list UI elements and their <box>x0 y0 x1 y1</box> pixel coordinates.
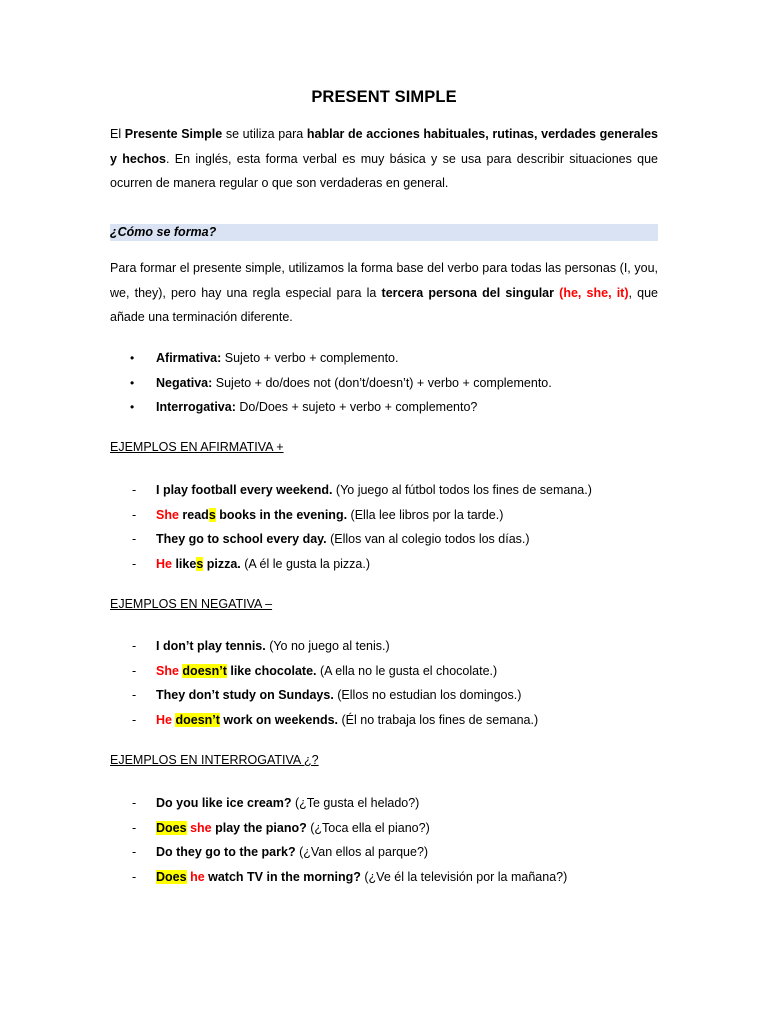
dash-icon: - <box>132 556 137 571</box>
list-item <box>110 659 538 684</box>
dash-icon: - <box>132 796 137 810</box>
interrogative-list <box>110 791 567 889</box>
list-item <box>110 503 592 528</box>
affirmative-heading: EJEMPLOS EN AFIRMATIVA + <box>110 440 284 454</box>
example-subject: He <box>156 712 172 727</box>
intro-bold-2: hablar de acciones habituales, rutinas, verdades generales y hechos <box>110 127 659 166</box>
dash-icon: - <box>132 507 137 522</box>
bullet-icon: • <box>130 400 135 415</box>
list-item <box>110 791 567 816</box>
example-subject: He <box>156 556 172 571</box>
dash-icon: - <box>132 712 137 727</box>
negative-heading: EJEMPLOS EN NEGATIVA – <box>110 597 273 611</box>
list-item <box>110 708 538 733</box>
example-translation: (Él no trabaja los fines de semana.) <box>338 712 539 727</box>
form-text: Sujeto + do/does not (don’t/doesn’t) + verbo + complemento. <box>212 375 552 390</box>
example-highlight: doesn’t <box>175 712 220 727</box>
dash-icon: - <box>132 820 137 835</box>
example-translation: (¿Ve él la televisión por la mañana?) <box>360 869 568 884</box>
dash-icon: - <box>132 663 137 678</box>
section-heading: ¿Cómo se forma? <box>110 224 658 241</box>
affirmative-list <box>110 478 592 576</box>
dash-icon: - <box>132 483 137 497</box>
form-text: Sujeto + verbo + complemento. <box>221 351 399 365</box>
example-translation: (Yo no juego al tenis.) <box>265 639 390 653</box>
example-english: pizza. <box>203 556 241 571</box>
example-highlight: Does <box>156 820 187 835</box>
formation-paragraph <box>110 256 658 330</box>
list-item <box>110 683 538 708</box>
formation-text-2: , que añade una terminación diferente. <box>110 285 658 324</box>
example-english: watch TV in the morning? <box>204 869 361 884</box>
dash-icon: - <box>132 688 137 703</box>
list-item <box>110 552 592 577</box>
form-text: Do/Does + sujeto + verbo + complemento? <box>235 400 478 415</box>
example-highlight: s <box>196 556 204 571</box>
list-item <box>110 346 552 371</box>
example-translation: (¿Van ellos al parque?) <box>295 845 429 860</box>
list-item <box>110 395 552 420</box>
intro-text-1: El <box>110 127 125 141</box>
page-title: PRESENT SIMPLE <box>311 88 457 106</box>
example-english: like <box>171 556 197 571</box>
example-subject: She <box>156 663 179 678</box>
form-label: Afirmativa: <box>156 351 222 365</box>
form-label: Negativa: <box>156 375 213 390</box>
example-english: I don’t play tennis. <box>156 639 266 653</box>
list-item <box>110 371 552 396</box>
formation-bold: tercera persona del singular <box>381 285 554 300</box>
intro-bold-1: Presente Simple <box>124 127 223 141</box>
example-english: play the piano? <box>211 820 307 835</box>
bullet-icon: • <box>130 351 135 365</box>
dash-icon: - <box>132 845 137 860</box>
example-highlight: doesn’t <box>182 663 227 678</box>
example-english: read <box>178 507 209 522</box>
example-english: I play football every weekend. <box>156 483 333 497</box>
forms-list <box>110 346 552 420</box>
example-translation: (¿Te gusta el helado?) <box>291 796 420 810</box>
example-highlight: s <box>208 507 216 522</box>
example-translation: (Ellos no estudian los domingos.) <box>333 688 522 703</box>
negative-list <box>110 634 538 732</box>
intro-text-2: se utiliza para <box>222 127 307 141</box>
intro-paragraph <box>110 122 658 196</box>
example-english: like chocolate. <box>226 663 317 678</box>
example-english: Do you like ice cream? <box>156 796 292 810</box>
list-item <box>110 634 538 659</box>
example-translation: (A ella no le gusta el chocolate.) <box>316 663 498 678</box>
example-highlight: Does <box>156 869 187 884</box>
example-english: They go to school every day. <box>156 532 327 547</box>
formation-red: (he, she, it) <box>554 285 629 300</box>
example-translation: (¿Toca ella el piano?) <box>306 820 430 835</box>
example-english: They don’t study on Sundays. <box>156 688 334 703</box>
example-subject: he <box>190 869 205 884</box>
example-translation: (Ella lee libros por la tarde.) <box>347 507 504 522</box>
form-label: Interrogativa: <box>156 400 236 415</box>
intro-text-3: . En inglés, esta forma verbal es muy básica y se usa para describir situaciones que ocurren de manera regular o que son verdaderas en general. <box>110 151 658 190</box>
example-english: books in the evening. <box>215 507 348 522</box>
list-item <box>110 865 567 890</box>
bullet-icon: • <box>130 375 135 390</box>
list-item <box>110 527 592 552</box>
dash-icon: - <box>132 532 137 547</box>
list-item <box>110 816 567 841</box>
example-subject: she <box>190 820 212 835</box>
example-english: Do they go to the park? <box>156 845 296 860</box>
list-item <box>110 840 567 865</box>
dash-icon: - <box>132 869 137 884</box>
dash-icon: - <box>132 639 137 653</box>
list-item <box>110 478 592 503</box>
example-translation: (A él le gusta la pizza.) <box>240 556 371 571</box>
interrogative-heading: EJEMPLOS EN INTERROGATIVA ¿? <box>110 753 319 767</box>
example-english: work on weekends. <box>219 712 339 727</box>
example-translation: (Yo juego al fútbol todos los fines de semana.) <box>332 483 592 497</box>
formation-text-1: Para formar el presente simple, utilizamos la forma base del verbo para todas las personas (I, you, we, they), pero hay una regla especial para la <box>110 261 658 300</box>
example-translation: (Ellos van al colegio todos los días.) <box>326 532 530 547</box>
example-subject: She <box>156 507 179 522</box>
